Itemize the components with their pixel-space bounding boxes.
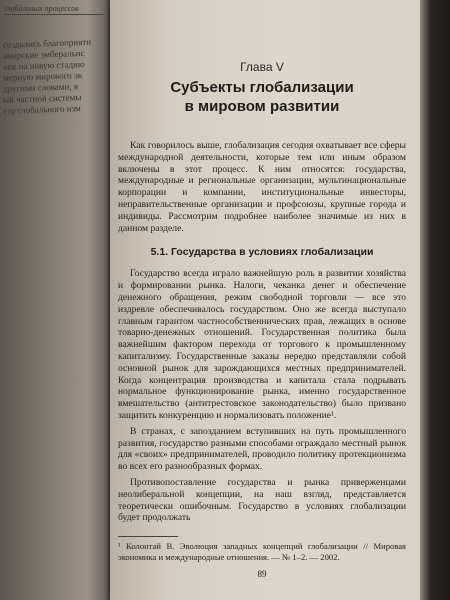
left-page-line: мерную мирового эк (2, 70, 83, 83)
left-page-running-header: глобальных процессов (4, 4, 104, 15)
footnote-divider (118, 536, 178, 537)
left-page (0, 0, 112, 600)
page-edge-shadow (420, 0, 450, 600)
left-page-text (0, 38, 110, 115)
page-content (118, 60, 406, 579)
left-page-line: амерские эмберальнс (2, 47, 85, 61)
page-number: 89 (257, 568, 267, 579)
body-paragraph: Государство всегда играло важнейшую роль в развитии хозяйства и формировании рынка. Налоги, чеканка денег и обеспечение денежного обращения, режим свободной торговли — все это издревле обеспечивалось государством. Оно же всегда выступало главным гарантом частнособственнических прав, лежащих в основе товарно-денежных отношений. Государственная политика была важнейшим фактором перехода от торгового к промышленному капитализму. Государственные заказы нередко представляли собой основной рынок для зарождающихся местных предпринимателей. Когда концентрация производства и капитала стала подрывать нормальное функционирование рынка, именно государственное вмешательство (антитрестовское законодательство) было призвано защитить конкуренцию и нормализовать положение¹. (118, 268, 406, 421)
chapter-title-line: Субъекты глобализации (170, 79, 354, 96)
left-page-line: ый частной системы (2, 92, 82, 105)
footnote: ¹ Колонтай В. Эволюция западных концепций глобализации // Мировая экономика и международные отношения. — № 1–2. — 2002. (118, 541, 406, 562)
body-paragraph: Противопоставление государства и рынка приверженцами неолиберальной концепции, на наш взгляд, представляется теоретически ошибочным. Государство в условиях глобализации будет продолжать (118, 476, 406, 524)
left-page-line: етр глобального изм (2, 103, 81, 116)
left-page-line: создались благоприятн (2, 36, 92, 50)
chapter-title (118, 78, 406, 116)
chapter-title-line: в мировом развитии (184, 98, 340, 115)
left-page-line: ное на новую стадию (2, 58, 85, 72)
body-paragraph: В странах, с запозданием вступивших на путь промышленного развития, государство разными способами ограждало местный рынок для «своих» предпринимателей, проводило политику протекционизма во всех его разнообразных формах. (118, 425, 406, 473)
right-page (110, 0, 422, 600)
left-page-line: другими словами, в (2, 81, 79, 94)
section-title: 5.1. Государства в условиях глобализации (150, 246, 374, 259)
intro-paragraph: Как говорилось выше, глобализация сегодня охватывает все сферы международной деятельности, которые тем или иным образом включены в этот процесс. К ним относятся: государства, международные и региональные организации, мультинациональные корпорации и компании, институциональные инвесторы, неправительственные организации и профсоюзы, крупные города и индивиды. Рассмотрим подробнее наиболее значимые из них в данном разделе. (118, 140, 406, 234)
chapter-label: Глава V (240, 60, 284, 74)
